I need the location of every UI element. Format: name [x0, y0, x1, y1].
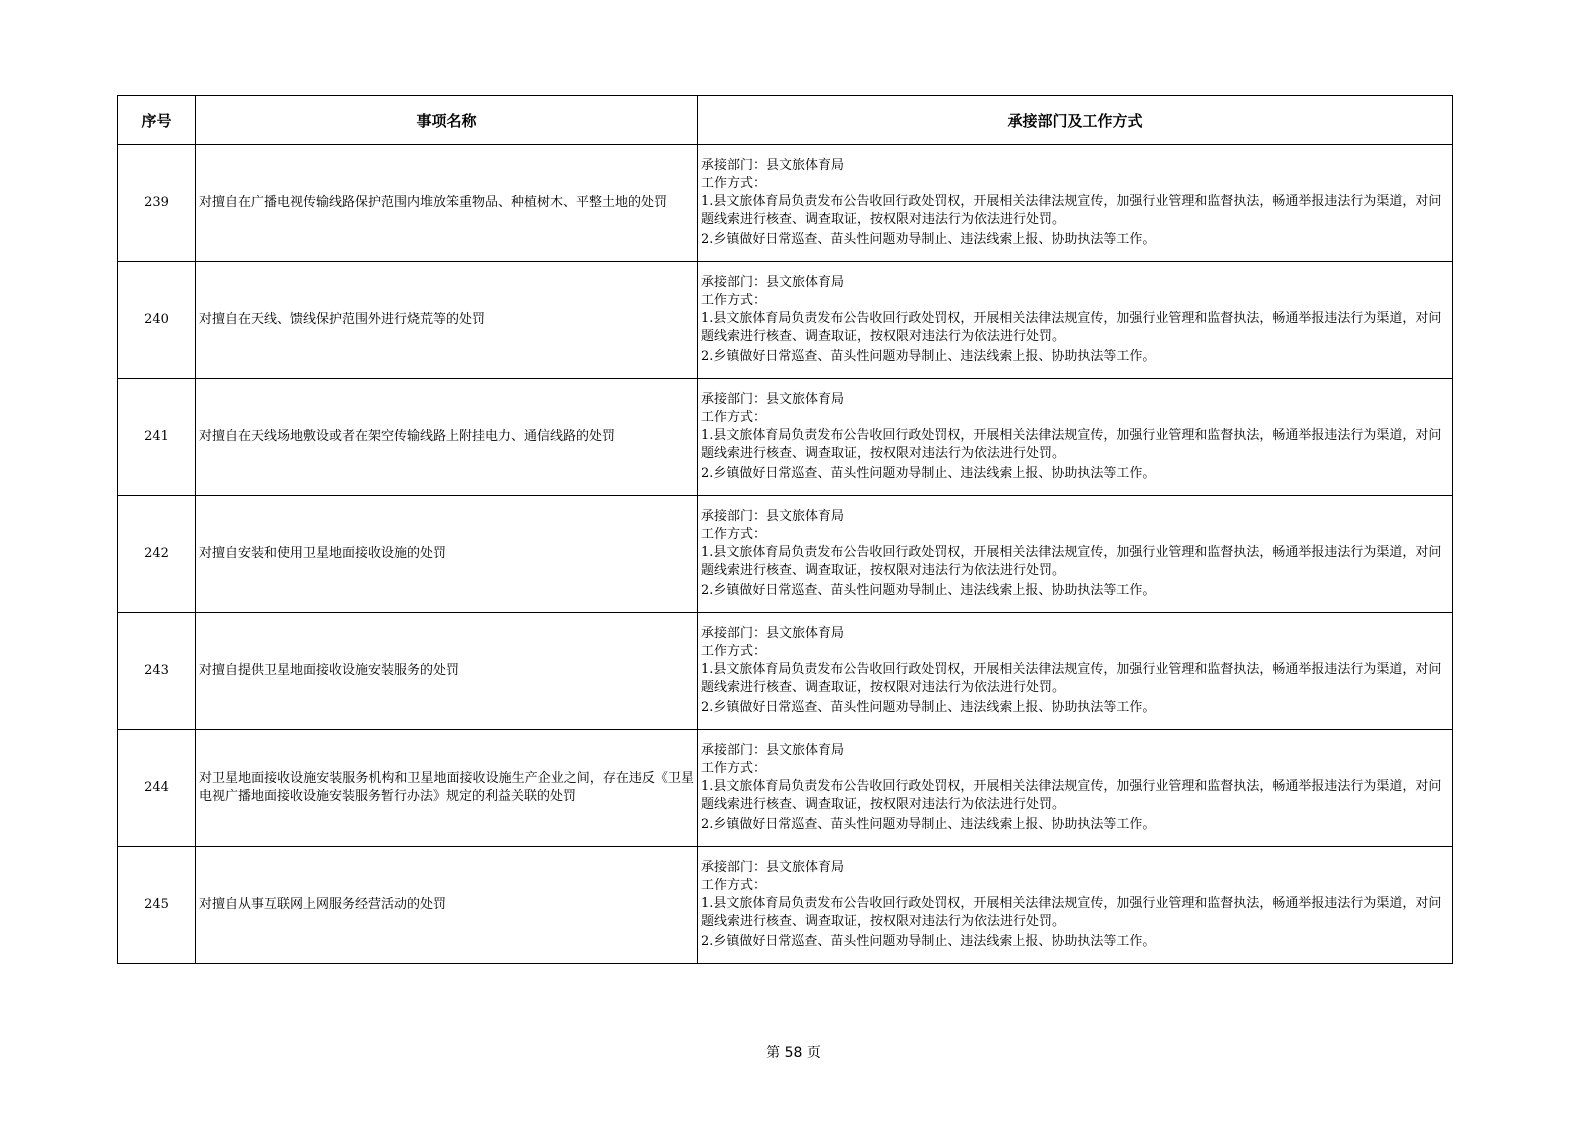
header-department-and-method: 承接部门及工作方式: [698, 96, 1453, 145]
table-row: [118, 847, 1453, 964]
method-label: 工作方式：: [701, 527, 767, 542]
row-item-name: 对擅自提供卫星地面接收设施安装服务的处罚: [196, 613, 698, 730]
method-step-1: 1.县文旅体育局负责发布公告收回行政处罚权，开展相关法律法规宣传，加强行业管理和监督执法，畅通举报违法行为渠道，对问题线索进行核查、调查取证，按权限对违法行为依法进行处罚。: [701, 779, 1442, 812]
method-step-2: 2.乡镇做好日常巡查、苗头性问题劝导制止、违法线索上报、协助执法等工作。: [701, 700, 1156, 715]
row-department-method: [698, 613, 1453, 730]
method-label: 工作方式：: [701, 878, 767, 893]
method-step-2: 2.乡镇做好日常巡查、苗头性问题劝导制止、违法线索上报、协助执法等工作。: [701, 466, 1156, 481]
row-item-name: 对擅自在天线场地敷设或者在架空传输线路上附挂电力、通信线路的处罚: [196, 379, 698, 496]
row-department-method: [698, 496, 1453, 613]
department-line: 承接部门：县文旅体育局: [701, 158, 845, 173]
method-step-1: 1.县文旅体育局负责发布公告收回行政处罚权，开展相关法律法规宣传，加强行业管理和监督执法，畅通举报违法行为渠道，对问题线索进行核查、调查取证，按权限对违法行为依法进行处罚。: [701, 194, 1442, 227]
matters-table: [117, 95, 1453, 964]
department-line: 承接部门：县文旅体育局: [701, 860, 845, 875]
method-label: 工作方式：: [701, 176, 767, 191]
row-serial-number: 244: [118, 730, 196, 847]
method-label: 工作方式：: [701, 644, 767, 659]
method-label: 工作方式：: [701, 410, 767, 425]
row-item-name: 对擅自在广播电视传输线路保护范围内堆放笨重物品、种植树木、平整土地的处罚: [196, 145, 698, 262]
header-item-name: 事项名称: [196, 96, 698, 145]
department-line: 承接部门：县文旅体育局: [701, 392, 845, 407]
method-step-2: 2.乡镇做好日常巡查、苗头性问题劝导制止、违法线索上报、协助执法等工作。: [701, 349, 1156, 364]
row-department-method: [698, 379, 1453, 496]
row-department-method: [698, 262, 1453, 379]
row-serial-number: 239: [118, 145, 196, 262]
row-department-method: [698, 730, 1453, 847]
department-line: 承接部门：县文旅体育局: [701, 743, 845, 758]
page-number: 第 58 页: [766, 1045, 821, 1061]
method-step-1: 1.县文旅体育局负责发布公告收回行政处罚权，开展相关法律法规宣传，加强行业管理和监督执法，畅通举报违法行为渠道，对问题线索进行核查、调查取证，按权限对违法行为依法进行处罚。: [701, 545, 1442, 578]
department-line: 承接部门：县文旅体育局: [701, 275, 845, 290]
method-step-2: 2.乡镇做好日常巡查、苗头性问题劝导制止、违法线索上报、协助执法等工作。: [701, 232, 1156, 247]
method-step-2: 2.乡镇做好日常巡查、苗头性问题劝导制止、违法线索上报、协助执法等工作。: [701, 583, 1156, 598]
row-serial-number: 242: [118, 496, 196, 613]
method-step-1: 1.县文旅体育局负责发布公告收回行政处罚权，开展相关法律法规宣传，加强行业管理和监督执法，畅通举报违法行为渠道，对问题线索进行核查、调查取证，按权限对违法行为依法进行处罚。: [701, 896, 1442, 929]
table-row: [118, 262, 1453, 379]
row-serial-number: 241: [118, 379, 196, 496]
department-line: 承接部门：县文旅体育局: [701, 626, 845, 641]
row-serial-number: 245: [118, 847, 196, 964]
table-row: [118, 379, 1453, 496]
table-body: [118, 145, 1453, 964]
row-department-method: [698, 145, 1453, 262]
header-serial-number: 序号: [118, 96, 196, 145]
row-serial-number: 240: [118, 262, 196, 379]
row-item-name: 对擅自在天线、馈线保护范围外进行烧荒等的处罚: [196, 262, 698, 379]
method-label: 工作方式：: [701, 293, 767, 308]
row-serial-number: 243: [118, 613, 196, 730]
department-line: 承接部门：县文旅体育局: [701, 509, 845, 524]
method-step-1: 1.县文旅体育局负责发布公告收回行政处罚权，开展相关法律法规宣传，加强行业管理和监督执法，畅通举报违法行为渠道，对问题线索进行核查、调查取证，按权限对违法行为依法进行处罚。: [701, 428, 1442, 461]
table-row: [118, 145, 1453, 262]
row-item-name: 对卫星地面接收设施安装服务机构和卫星地面接收设施生产企业之间，存在违反《卫星电视广播地面接收设施安装服务暂行办法》规定的利益关联的处罚: [196, 730, 698, 847]
table-row: [118, 613, 1453, 730]
method-step-1: 1.县文旅体育局负责发布公告收回行政处罚权，开展相关法律法规宣传，加强行业管理和监督执法，畅通举报违法行为渠道，对问题线索进行核查、调查取证，按权限对违法行为依法进行处罚。: [701, 311, 1442, 344]
method-step-2: 2.乡镇做好日常巡查、苗头性问题劝导制止、违法线索上报、协助执法等工作。: [701, 817, 1156, 832]
row-item-name: 对擅自从事互联网上网服务经营活动的处罚: [196, 847, 698, 964]
table-row: [118, 730, 1453, 847]
table-header-row: [118, 96, 1453, 145]
table-row: [118, 496, 1453, 613]
method-step-2: 2.乡镇做好日常巡查、苗头性问题劝导制止、违法线索上报、协助执法等工作。: [701, 934, 1156, 949]
method-label: 工作方式：: [701, 761, 767, 776]
row-item-name: 对擅自安装和使用卫星地面接收设施的处罚: [196, 496, 698, 613]
row-department-method: [698, 847, 1453, 964]
method-step-1: 1.县文旅体育局负责发布公告收回行政处罚权，开展相关法律法规宣传，加强行业管理和监督执法，畅通举报违法行为渠道，对问题线索进行核查、调查取证，按权限对违法行为依法进行处罚。: [701, 662, 1442, 695]
